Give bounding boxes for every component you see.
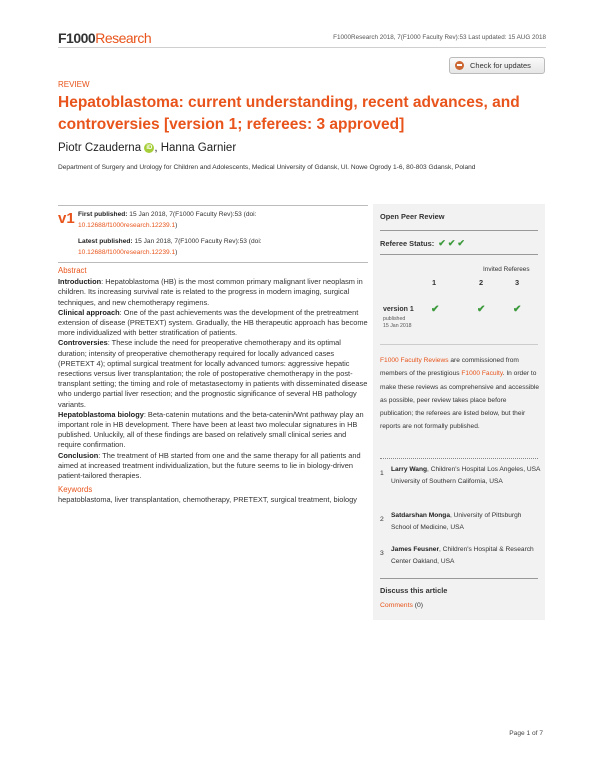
check-icon: ✔ — [457, 238, 465, 248]
author-name[interactable]: Piotr Czauderna — [58, 142, 142, 154]
divider — [58, 205, 368, 206]
abstract-heading: Abstract — [58, 266, 87, 275]
keywords-heading: Keywords — [58, 485, 93, 495]
check-icon: ✔ — [447, 238, 456, 248]
faculty-link[interactable]: F1000 Faculty — [461, 370, 503, 378]
orcid-icon[interactable]: iD — [146, 145, 153, 151]
divider — [58, 262, 368, 263]
author-name[interactable]: Hanna Garnier — [160, 142, 237, 154]
article-title: Hepatoblastoma: current understanding, recent advances, and controversies [version 1; referees: 3 approved] — [58, 94, 520, 133]
referee-number: 2 — [479, 278, 484, 287]
abstract-paragraph: Conclusion: The treatment of HB started from one and the same therapy for all patients and aimed at increased treatment individualization, but the future seems to lie in biology-driven patient-tailored therapies. — [58, 450, 361, 481]
abstract-paragraph: Hepatoblastoma biology: Beta-catenin mutations and the beta-catenin/Wnt pathway play an important role in HB development. There have been at least two molecular signatures in HB published. Unluckily, all of these findings are based on relatively small clinical series and require confirmation. — [58, 409, 364, 450]
header-citation: F1000Research 2018, 7(F1000 Faculty Rev):53 Last updated: 15 AUG 2018 — [333, 34, 546, 41]
check-icon[interactable]: ✔ — [431, 304, 440, 315]
latest-published-label: Latest published: — [78, 238, 133, 245]
check-icon[interactable]: ✔ — [477, 304, 486, 315]
page-header — [58, 30, 546, 48]
discuss-heading: Discuss this article — [380, 586, 448, 595]
divider — [380, 578, 538, 579]
author-list: Piotr Czauderna iD , Hanna Garnier — [58, 142, 237, 154]
comments-link[interactable]: Comments (0) — [380, 602, 424, 609]
referee-status: Referee Status: ✔ ✔ ✔ — [380, 238, 465, 248]
check-icon: ✔ — [438, 238, 446, 248]
referee-number: 3 — [515, 278, 520, 287]
check-updates-label: Check for updates — [470, 61, 531, 70]
publication-info: First published: 15 Jan 2018, 7(F1000 Faculty Rev):53 (doi: 10.12688/f1000research.12239.1) Latest published: 15 Jan 2018, 7(F1000 Faculty Rev):53 (doi: 10.12688/f1000research.12239.1) — [78, 211, 262, 256]
check-updates-icon — [455, 61, 464, 70]
doi-link[interactable]: 10.12688/f1000research.12239.1 — [78, 221, 176, 229]
divider — [380, 254, 538, 255]
abstract-paragraph: Clinical approach: One of the past achievements was the development of the pretreatment extension of disease (PRETEXT) system. Gradually, the HB therapeutic approach has become more individualized with better stratification of patients. — [58, 307, 368, 338]
referee-number: 1 — [432, 278, 437, 287]
open-peer-review-panel: Open Peer Review Referee Status: ✔ ✔ ✔ Invited Referees 1 2 3 version 1 published 15 Jan 2018 ✔ ✔ ✔ F1000 Faculty Reviews are commissioned from members of the prestigious F1000 Faculty. In order to make these reviews as comprehensive and accessible as possible, peer review takes place before publication; the referees are listed below, but their reports are not formally published. 1 Larry Wang, Children's Hospital Los Angeles, USA University of Southern California, USA 2 Satdarshan Monga, University of Pittsburgh School of Medicine, USA 3 James Feusner, Children's Hospital & Research Center Oakland, USA Discuss this article Comments (0) — [373, 204, 545, 620]
version-badge: v1 — [58, 210, 75, 227]
keywords: hepatoblastoma, liver transplantation, chemotherapy, PRETEXT, surgical treatment, biology — [58, 495, 357, 505]
check-icon[interactable]: ✔ — [513, 304, 522, 315]
divider — [380, 458, 538, 459]
abstract-section — [58, 266, 368, 506]
version-row-label: version 1 — [383, 306, 414, 313]
f1000-logo: F1000Research — [58, 30, 152, 46]
check-updates-button[interactable] — [449, 57, 545, 74]
invited-referees-label: Invited Referees — [483, 266, 530, 273]
article-type: REVIEW — [58, 80, 90, 89]
abstract-paragraph: Introduction: Hepatoblastoma (HB) is the most common primary malignant liver neoplasm in children. Its increasing survival rate is related to the progress in modern imaging, surgical techniques, and new chemotherapy regimens. — [58, 277, 363, 307]
faculty-reviews-link[interactable]: F1000 Faculty Reviews — [380, 357, 449, 364]
affiliation: Department of Surgery and Urology for Children and Adolescents, Medical University of Gdansk, Ul. Nowe Ogrody 1-6, 80-803 Gdansk, Poland — [58, 164, 476, 171]
abstract-paragraph: Controversies: These include the need for preoperative chemotherapy and its optimal duration; intensity of preoperative chemotherapy required for locally advanced cases (PRETEXT 4); optimal surgical treatment for locally advanced tumors: aggressive hepatic resections versus liver transplantation; the role of postoperative chemotherapy in the post-transplant setting; the timing and role of metastasectomy in patients with disseminated disease who undergo partial liver resection; and the prognostic significance of several HB pathology variants. — [58, 338, 368, 409]
review-description: F1000 Faculty Reviews are commissioned from members of the prestigious F1000 Faculty. In order to make these reviews as comprehensive and accessible as possible, peer review takes place before publication; the referees are listed below, but their reports are not formally published. — [380, 357, 540, 431]
panel-title: Open Peer Review — [380, 212, 445, 221]
version-row-date: published 15 Jan 2018 — [383, 316, 412, 329]
divider — [380, 344, 538, 345]
first-published-label: First published: — [78, 211, 128, 218]
doi-link[interactable]: 10.12688/f1000research.12239.1 — [78, 248, 176, 256]
divider — [380, 230, 538, 231]
page-number: Page 1 of 7 — [509, 730, 543, 737]
